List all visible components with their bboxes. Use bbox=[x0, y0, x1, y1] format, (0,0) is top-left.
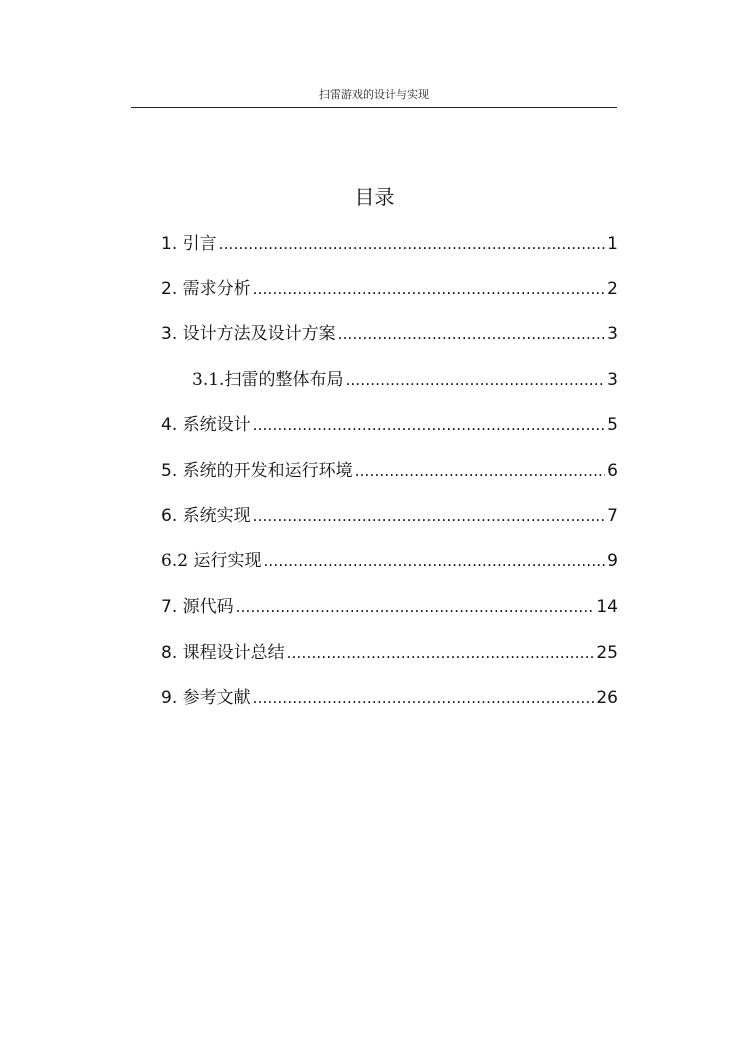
toc-entry-design-method[interactable] bbox=[161, 321, 618, 347]
toc-entry-label: 7. 源代码 bbox=[161, 597, 234, 617]
toc-entry-label: 4. 系统设计 bbox=[161, 415, 251, 435]
toc-entry-summary[interactable] bbox=[161, 640, 618, 666]
toc-entry-page: 3 bbox=[607, 370, 618, 390]
toc-entry-page: 9 bbox=[607, 551, 618, 571]
toc-entry-page: 6 bbox=[607, 461, 618, 481]
toc-entry-label: 2. 需求分析 bbox=[161, 279, 251, 299]
toc-entry-label: 8. 课程设计总结 bbox=[161, 643, 285, 663]
toc-entry-label: 3.1.扫雷的整体布局 bbox=[192, 370, 344, 390]
toc-dot-leader bbox=[338, 321, 606, 347]
toc-entry-system-design[interactable] bbox=[161, 412, 618, 438]
toc-entry-run-implementation[interactable] bbox=[161, 548, 618, 574]
toc-entry-page: 7 bbox=[607, 506, 618, 526]
toc-entry-requirements[interactable] bbox=[161, 276, 618, 302]
toc-entry-label: 1. 引言 bbox=[161, 234, 217, 254]
toc-entry-page: 3 bbox=[607, 324, 618, 344]
toc-entry-label: 6.2 运行实现 bbox=[161, 551, 262, 571]
toc-dot-leader bbox=[263, 548, 605, 574]
toc-entry-page: 14 bbox=[596, 597, 618, 617]
toc-entry-page: 25 bbox=[596, 643, 618, 663]
toc-entry-introduction[interactable] bbox=[161, 231, 618, 257]
toc-dot-leader bbox=[287, 640, 595, 666]
page-header-title: 扫雷游戏的设计与实现 bbox=[319, 88, 429, 101]
toc-dot-leader bbox=[355, 458, 606, 484]
toc-entry-label: 3. 设计方法及设计方案 bbox=[161, 324, 336, 344]
toc-entry-page: 26 bbox=[596, 688, 618, 708]
toc-dot-leader bbox=[219, 231, 606, 257]
toc-entry-label: 9. 参考文献 bbox=[161, 688, 251, 708]
toc-dot-leader bbox=[345, 367, 605, 393]
toc-title: 目录 bbox=[354, 185, 395, 209]
toc-entry-references[interactable] bbox=[161, 685, 618, 711]
toc-entry-environment[interactable] bbox=[161, 458, 618, 484]
toc-entry-label: 5. 系统的开发和运行环境 bbox=[161, 461, 353, 481]
toc-dot-leader bbox=[253, 276, 606, 302]
toc-entry-label: 6. 系统实现 bbox=[161, 506, 251, 526]
toc-entry-page: 1 bbox=[607, 234, 618, 254]
toc-dot-leader bbox=[253, 685, 595, 711]
toc-entry-source-code[interactable] bbox=[161, 594, 618, 620]
toc-dot-leader bbox=[236, 594, 595, 620]
toc-entry-implementation[interactable] bbox=[161, 503, 618, 529]
toc-entry-page: 2 bbox=[607, 279, 618, 299]
toc-dot-leader bbox=[253, 412, 606, 438]
toc-entry-overall-layout[interactable] bbox=[192, 367, 618, 393]
toc-entry-page: 5 bbox=[607, 415, 618, 435]
toc-dot-leader bbox=[253, 503, 606, 529]
